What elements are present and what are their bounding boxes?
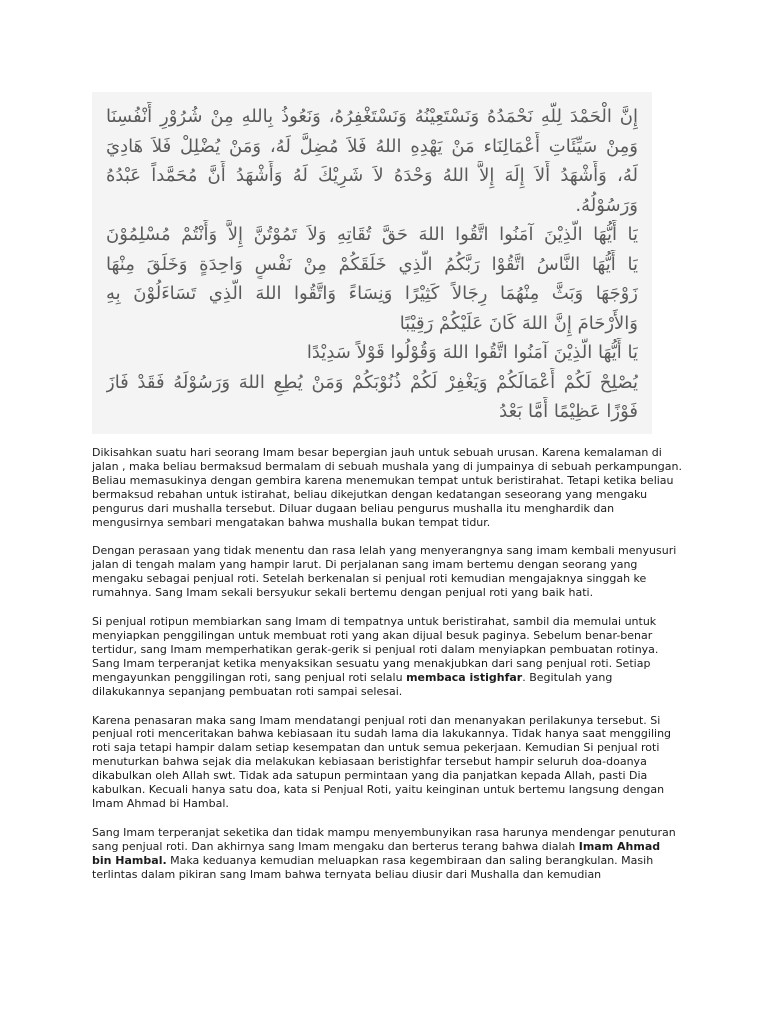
arabic-line: وَالأَرْحَامَ إِنَّ اللهَ كَانَ عَلَيْكُمْ رَقِيْبًا [399,312,638,334]
paragraph-3-text: Si penjual rotipun membiarkan sang Imam di tempatnya untuk beristirahat, sambil dia memulai untuk menyiapkan penggilingan untuk membuat roti yang akan dijual besuk paginya. Sebelum benar-benar tertidur, sang Imam memperhatikan gerak-gerik si penjual roti dalam menyiapkan pembuatan rotinya. Sang Imam terperanjat ketika menyaksikan sesuatu yang menakjubkan dari sang penjual roti. Setiap mengayunkan penggilingan roti, sang penjual roti selalu [92,615,659,684]
arabic-line: إِنَّ الْحَمْدَ لِلّهِ نَحْمَدُهُ وَنَسْتَعِيْنُهُ وَنَسْتَغْفِرُهُ، وَنَعُوذُ بِاللهِ مِنْ شُرُوْرِ أَنْفُسِنَا [106,106,638,127]
arabic-opening-image [92,92,652,434]
emphasis-istighfar: membaca istighfar [406,670,523,684]
arabic-line: يَا أَيُّهَا النَّاسُ اتَّقُوْا رَبَّكُمُ الَّذِي خَلَقَكُمْ مِنْ نَفْسٍ وَاحِدَةٍ وَخَلَقَ مِنْهَا [106,253,638,275]
paragraph-2: Dengan perasaan yang tidak menentu dan rasa lelah yang menyerangnya sang imam kembali menyusuri jalan di tengah malam yang hampir larut. Di perjalanan sang imam bertemu dengan seorang yang mengaku sebagai penjual roti. Setelah berkenalan si penjual roti kemudian mengajaknya singgah ke rumahnya. Sang Imam sekali bersyukur sekali bertemu dengan penjual roti yang baik hati. [92,544,677,600]
arabic-line: يَا أَيُّهَا الَّذِيْنَ آمَنُوا اتَّقُوا اللهَ وَقُوْلُوا قَوْلاً سَدِيْدًا [306,342,638,363]
story-body [92,446,682,896]
arabic-line: وَمِنْ سَيِّئَاتِ أَعْمَالِنَاء مَنْ يَهْدِهِ اللهُ فَلاَ مُضِلَّ لَهُ، وَمَنْ يُضْلِلْ فَلاَ هَادِيَ [106,135,638,157]
paragraph-5-text-end: Maka keduanya kemudian meluapkan rasa kegembiraan dan saling berangkulan. Masih terlintas dalam pikiran sang Imam bahwa ternyata beliau diusir dari Mushalla dan kemudian [92,853,654,881]
emphasis-imam-name: Imam Ahmad bin Hambal. [92,839,661,867]
paragraph-3 [92,615,682,698]
arabic-line: يَا أَيُّهَا الَّذِيْنَ آمَنُوا اتَّقُوا اللهَ حَقَّ تُقَاتِهِ وَلاَ تَمُوْتُنَّ إِلاَّ وَأَنْتُمْ مُسْلِمُوْنَ [106,224,638,245]
paragraph-3-text-end: . Begitulah yang dilakukannya sepanjang pembuatan roti sampai selesai. [92,670,613,698]
paragraph-5-text: Sang Imam terperanjat seketika dan tidak mampu menyembunyikan rasa harunya mendengar penuturan sang penjual roti. Dan akhirnya sang Imam mengaku dan berterus terang bahwa dialah [92,825,676,853]
arabic-line: فَوْزًا عَظِيْمًا أَمَّا بَعْدُ [499,401,638,422]
arabic-line: لَهُ، وَأَشْهَدُ أَلاَ إِلَهَ إِلاَّ اللهُ وَحْدَهُ لاَ شَرِيْكَ لَهُ وَأَشْهَدُ أَنَّ مُحَمَّداً عَبْدُهُ [106,165,638,186]
paragraph-5 [92,826,682,882]
paragraph-1: Dikisahkan suatu hari seorang Imam besar bepergian jauh untuk sebuah urusan. Karena kemalaman di jalan , maka beliau bermaksud bermalam di sebuah mushala yang di jumpainya di sebuah perkampungan. Beliau memasukinya dengan gembira karena menemukan tempat untuk beristirahat. Tetapi ketika beliau bermaksud rebahan untuk istirahat, beliau dikejutkan dengan kedatangan seseorang yang mengaku pengurus dari mushalla tersebut. Diluar dugaan beliau pengurus mushalla itu menghardik dan mengusirnya sembari mengatakan bahwa mushalla bukan tempat tidur. [92,446,682,529]
arabic-line: يُصْلِحْ لَكُمْ أَعْمَالَكُمْ وَيَغْفِرْ لَكُمْ ذُنُوْبَكُمْ وَمَنْ يُطِعِ اللهَ وَرَسُوْلَهُ فَقَدْ فَازَ [106,371,638,393]
arabic-line: زَوْجَهَا وَبَثَّ مِنْهُمَا رِجَالاً كَثِيْرًا وَنِسَاءً وَاتَّقُوا اللهَ الَّذِي تَسَاءَلُوْنَ بِهِ [106,283,638,304]
arabic-line: وَرَسُوْلُهُ. [575,194,638,216]
paragraph-4: Karena penasaran maka sang Imam mendatangi penjual roti dan menanyakan perilakunya tersebut. Si penjual roti menceritakan bahwa kebiasaan itu sudah lama dia lakukannya. Tidak hanya saat menggiling roti saja tetapi hampir dalam setiap kesempatan dan untuk semua pekerjaan. Kemudian Si penjual roti menuturkan bahwa sejak dia melakukan kebiasaan beristighfar tersebut hampir seluruh doa-doanya dikabulkan oleh Allah swt. Tidak ada satupun permintaan yang dia panjatkan kepada Allah, pasti Dia kabulkan. Kecuali hanya satu doa, kata si Penjual Roti, yaitu keinginan untuk bertemu langsung dengan Imam Ahmad bi Hambal. [92,713,672,810]
